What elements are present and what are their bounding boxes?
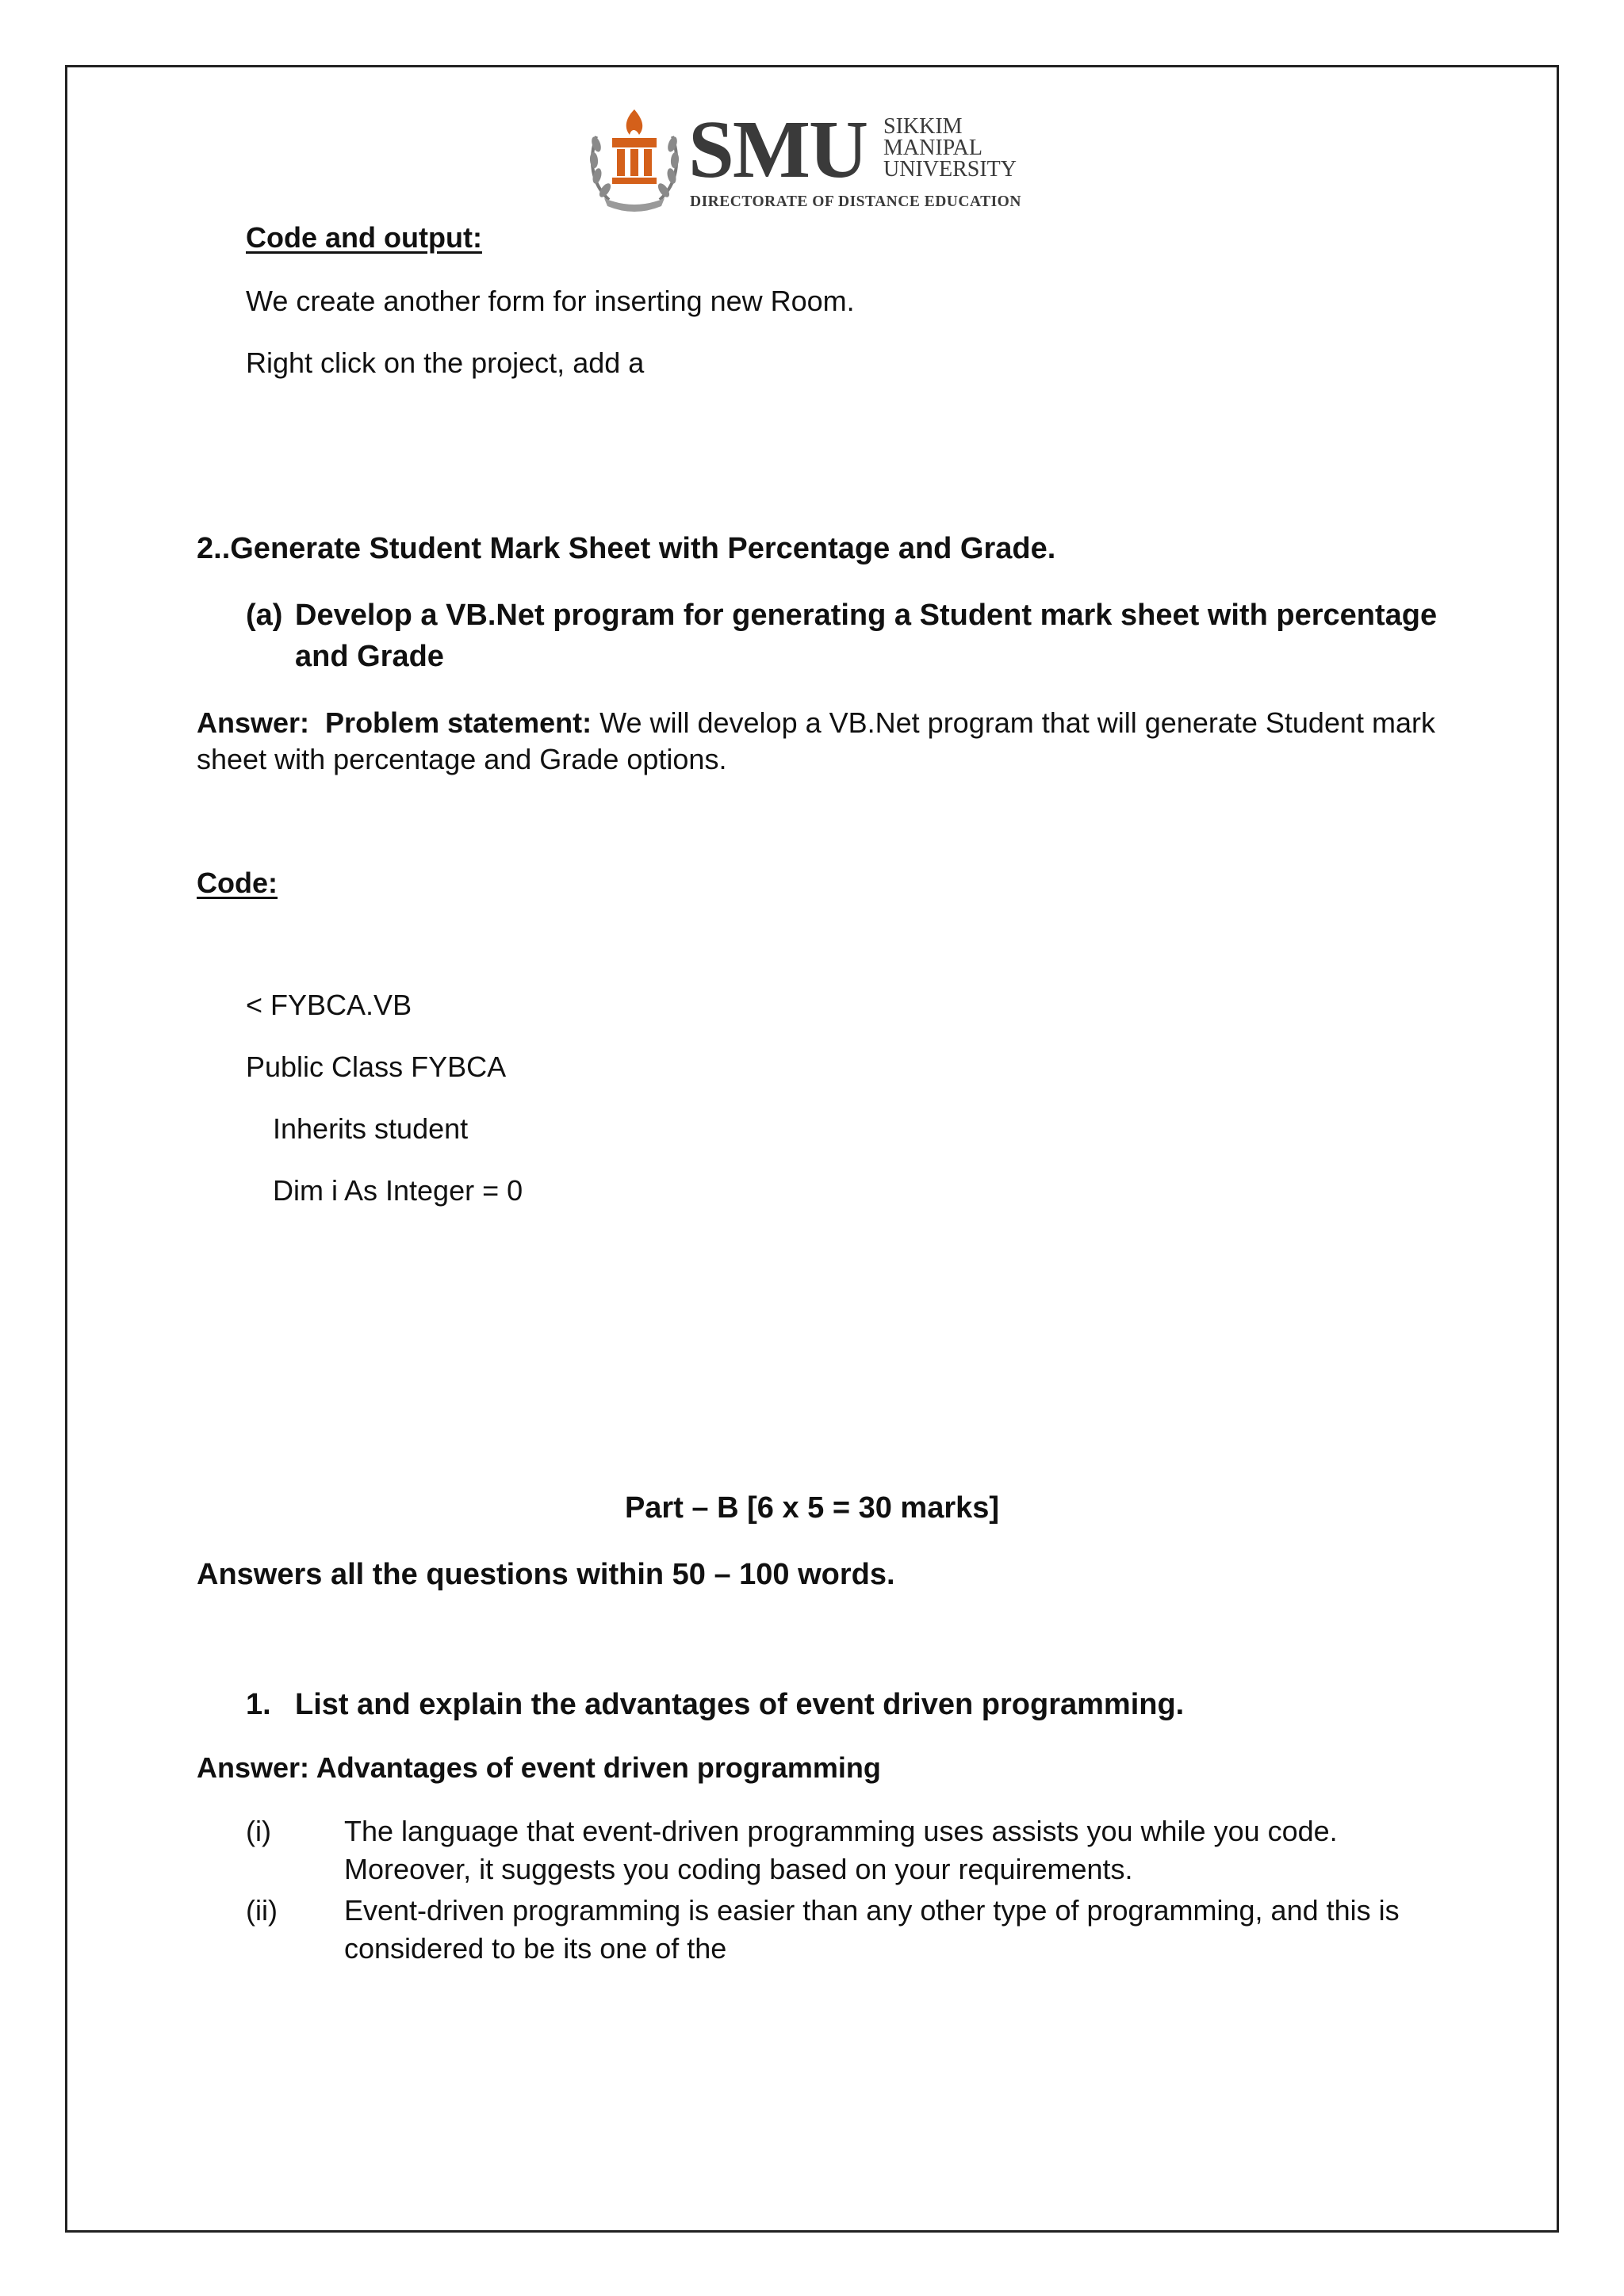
list-item-text: considered to be its one of the bbox=[344, 1932, 727, 1965]
answer-line-1 bbox=[197, 704, 1435, 742]
code-line-4: Dim i As Integer = 0 bbox=[273, 1174, 523, 1207]
university-emblem-icon bbox=[585, 105, 684, 216]
paragraph-right-click: Right click on the project, add a bbox=[246, 346, 645, 379]
list-item-text: The language that event-driven programming uses assists you while you code. bbox=[344, 1815, 1338, 1847]
code-heading: Code: bbox=[197, 867, 278, 899]
logo-university-name bbox=[883, 116, 1017, 180]
answer-line-2: sheet with percentage and Grade options. bbox=[197, 743, 727, 775]
question-2a-marker: (a) bbox=[246, 599, 283, 632]
paragraph-create-form: We create another form for inserting new Room. bbox=[246, 285, 855, 317]
answer-line-1-text: We will develop a VB.Net program that will generate Student mark bbox=[599, 706, 1435, 739]
logo-subtitle: DIRECTORATE OF DISTANCE EDUCATION bbox=[690, 193, 1021, 210]
logo-line-university: UNIVERSITY bbox=[883, 157, 1017, 182]
logo-wordmark: SMU bbox=[688, 104, 868, 195]
answer-label: Answer: bbox=[197, 706, 310, 739]
list-item-marker: (i) bbox=[246, 1815, 271, 1847]
part-b-answer-heading: Answer: Advantages of event driven programming bbox=[197, 1751, 881, 1784]
code-line-1: < FYBCA.VB bbox=[246, 989, 412, 1021]
question-2a-line2: and Grade bbox=[295, 640, 444, 673]
part-b-q1-text: List and explain the advantages of event driven programming. bbox=[295, 1688, 1185, 1721]
list-item-marker: (ii) bbox=[246, 1894, 278, 1927]
question-2-title: 2..Generate Student Mark Sheet with Percentage and Grade. bbox=[197, 532, 1056, 565]
part-b-heading: Part – B [6 x 5 = 30 marks] bbox=[624, 1491, 1000, 1525]
list-item-text: Event-driven programming is easier than any other type of programming, and this is bbox=[344, 1894, 1400, 1927]
list-item-text: Moreover, it suggests you coding based on your requirements. bbox=[344, 1853, 1133, 1885]
question-2a-line1: Develop a VB.Net program for generating a Student mark sheet with percentage bbox=[295, 599, 1438, 632]
part-b-instruction: Answers all the questions within 50 – 100 words. bbox=[197, 1558, 895, 1591]
code-line-3: Inherits student bbox=[273, 1112, 469, 1145]
code-line-2: Public Class FYBCA bbox=[246, 1050, 507, 1083]
code-output-heading: Code and output: bbox=[246, 221, 482, 254]
university-logo bbox=[585, 101, 1045, 220]
logo-line-sikkim: SIKKIM bbox=[883, 114, 963, 139]
part-b-q1-marker: 1. bbox=[246, 1688, 271, 1721]
logo-line-manipal: MANIPAL bbox=[883, 136, 982, 160]
problem-statement-label: Problem statement: bbox=[325, 706, 592, 739]
